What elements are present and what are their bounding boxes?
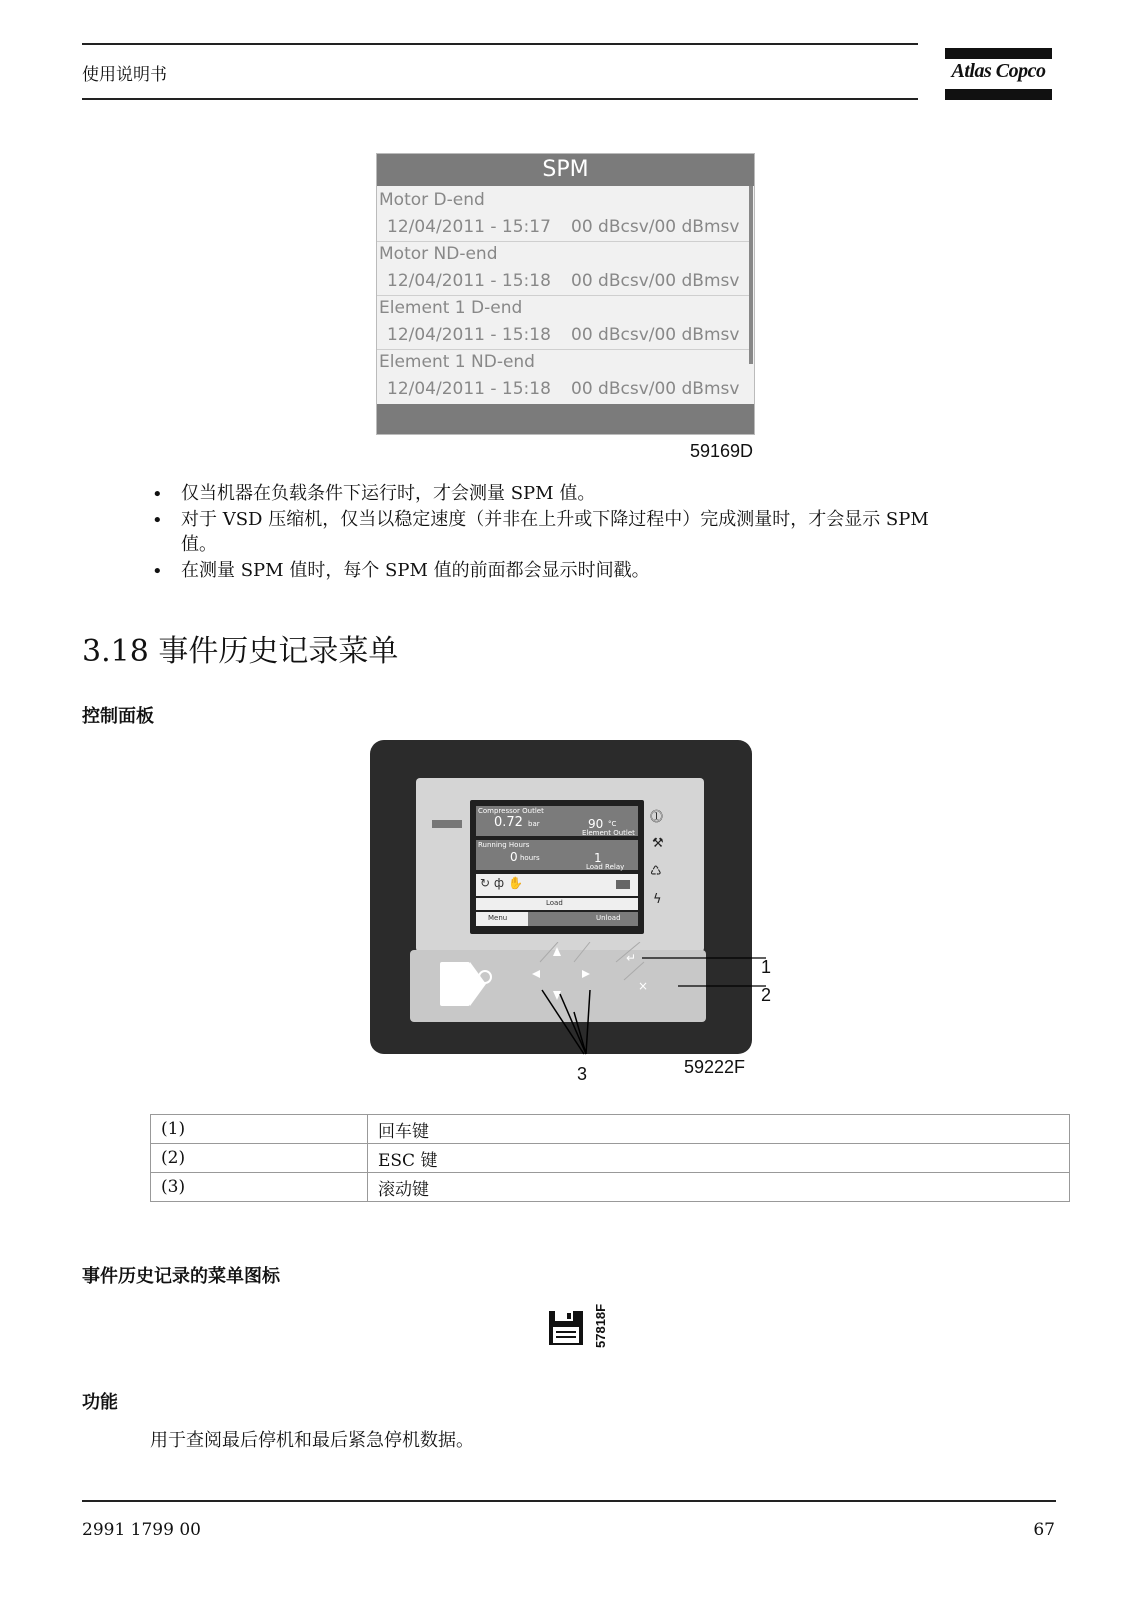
bullet-marker: • [152,510,163,531]
spm-screen-title: SPM [377,154,754,186]
callout-lines [540,950,780,1060]
logo-bar-bottom [945,89,1052,100]
page-number: 67 [1033,1520,1055,1540]
spm-screen-footer [377,404,754,434]
enter-icon: ↵ [626,951,637,965]
table-row [151,1115,1070,1144]
icon-section-heading: 事件历史记录的菜单图标 [82,1266,280,1287]
key-legend-table [150,1114,1070,1202]
document-title: 使用说明书 [82,65,167,85]
spm-row-value: 00 dBcsv/00 dBmsv [571,217,740,237]
spm-figure-code: 59169D [690,441,754,461]
display-hours-value: 0 [510,850,518,864]
table-row [151,1173,1070,1202]
spm-row-divider [377,295,749,296]
display-element-unit: °C [608,820,617,828]
spm-row-value: 00 dBcsv/00 dBmsv [571,325,740,345]
display-element-value: 90 [588,817,604,831]
bullet-text-continuation: 值。 [181,534,217,555]
spm-row-name: Element 1 D-end [379,298,523,318]
function-description: 用于查阅最后停机和最后紧急停机数据。 [150,1430,474,1451]
callout-2: 2 [761,985,772,1005]
start-key-arrow [440,960,488,1008]
panel-brand-plate [432,820,462,828]
display-hours-unit: hours [520,854,540,862]
bullet-text: 仅当机器在负载条件下运行时，才会测量 SPM 值。 [181,483,596,504]
display-relay-label: Load Relay [586,863,625,871]
spm-row-divider [377,241,749,242]
alarm-icon: ⓵ [650,810,664,825]
spm-row-name: Motor ND-end [379,244,498,264]
logo-bar-top [945,48,1052,59]
table-row [151,1144,1070,1173]
document-number: 2991 1799 00 [82,1520,201,1540]
spm-row-date: 12/04/2011 - 15:18 [387,379,551,399]
display-status-text: Load [546,899,563,907]
arrow-left-icon [532,970,540,978]
spm-row-divider [377,349,749,350]
atlas-copco-logo: Atlas Copco [951,60,1046,82]
control-panel-heading: 控制面板 [82,706,154,727]
table-cell-desc: 回车键 [368,1115,1070,1144]
esc-icon: × [638,979,649,993]
floppy-disk-icon [548,1310,584,1346]
display-cycle-icon: ↻ ф ✋ [480,876,523,890]
display-unload-label: Unload [596,914,621,922]
control-panel-figure-code: 59222F [684,1057,746,1077]
spm-row-value: 00 dBcsv/00 dBmsv [571,379,740,399]
display-menu-label: Menu [488,914,508,922]
lightning-icon: ϟ [653,892,662,907]
spm-screen-figure [376,153,755,435]
controller-display [470,800,644,934]
table-cell-num: (1) [151,1115,368,1144]
table-cell-num: (3) [151,1173,368,1202]
display-outlet-value: 0.72 [494,815,523,830]
function-heading: 功能 [82,1392,118,1413]
svg-text:57818F: 57818F [593,1303,608,1348]
spm-row-value: 00 dBcsv/00 dBmsv [571,271,740,291]
icon-figure-code [590,1300,634,1350]
display-relay-value: 1 [594,851,602,865]
footer-rule [82,1500,1056,1502]
wrench-icon: ⚒ [652,836,664,851]
spm-row-name: Element 1 ND-end [379,352,535,372]
callout-3: 3 [577,1064,588,1084]
recycle-icon: ♺ [650,864,662,879]
callout-1: 1 [761,957,772,977]
display-outlet-label: Compressor Outlet [478,807,544,815]
spm-row-date: 12/04/2011 - 15:18 [387,271,551,291]
header-rule-bottom [82,98,918,100]
display-element-label: Element Outlet [582,829,635,837]
section-heading: 3.18 事件历史记录菜单 [82,634,399,669]
display-unload-tab [528,912,638,926]
display-card-icon [616,880,630,889]
stop-button[interactable] [478,970,492,984]
spm-row-date: 12/04/2011 - 15:17 [387,217,551,237]
bullet-marker: • [152,561,163,582]
table-cell-desc: 滚动键 [368,1173,1070,1202]
display-hours-label: Running Hours [478,841,530,849]
spm-scrollbar [749,186,753,364]
display-outlet-unit: bar [528,820,540,828]
table-cell-desc: ESC 键 [368,1144,1070,1173]
spm-row-date: 12/04/2011 - 15:18 [387,325,551,345]
bullet-marker: • [152,484,163,505]
header-rule-top [82,43,918,45]
bullet-text: 在测量 SPM 值时，每个 SPM 值的前面都会显示时间戳。 [181,560,650,581]
spm-row-name: Motor D-end [379,190,485,210]
bullet-text: 对于 VSD 压缩机，仅当以稳定速度（并非在上升或下降过程中）完成测量时，才会显示 SPM [181,509,929,530]
table-cell-num: (2) [151,1144,368,1173]
